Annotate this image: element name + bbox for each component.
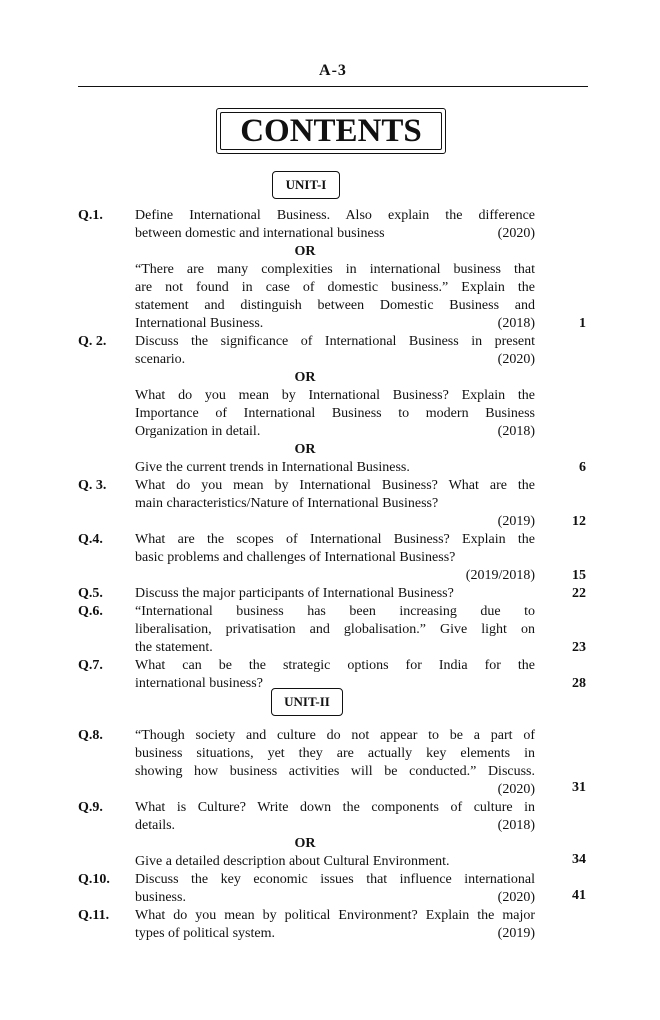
question-text	[135, 889, 535, 907]
question-text	[135, 781, 535, 799]
page-number: 22	[572, 586, 586, 601]
question-number: Q.9.	[78, 800, 103, 815]
question-text: Define International Business. Also explain the difference	[135, 208, 535, 223]
question-number: Q. 3.	[78, 478, 107, 493]
question-number: Q.11.	[78, 908, 110, 923]
year-label: (2018)	[497, 424, 535, 439]
question-number: Q.6.	[78, 604, 103, 619]
question-text-line: scenario.	[135, 352, 186, 367]
question-text-line: International Business.	[135, 316, 264, 331]
unit-2-heading: UNIT-II	[271, 688, 343, 716]
page-label: A-3	[319, 62, 347, 79]
year-label: (2018)	[497, 818, 535, 833]
question-text-line: details.	[135, 818, 176, 833]
question-text: “Though society and culture do not appear to be a part of	[135, 728, 535, 743]
question-text: statement and distinguish between Domestic Business and	[135, 298, 535, 313]
question-text: Give the current trends in International Business.	[135, 460, 410, 475]
question-text: Discuss the major participants of International Business?	[135, 586, 454, 601]
question-number: Q.8.	[78, 728, 103, 743]
question-text: Give a detailed description about Cultural Environment.	[135, 854, 450, 869]
question-number: Q.10.	[78, 872, 110, 887]
page-number: 6	[579, 460, 586, 475]
page-number: 28	[572, 676, 586, 691]
question-text	[135, 351, 535, 369]
question-text-line: Organization in detail.	[135, 424, 261, 439]
question-text: are not found in case of domestic business.” Explain the	[135, 280, 535, 295]
question-text: international business?	[135, 676, 263, 691]
question-text: “There are many complexities in international business that	[135, 262, 535, 277]
question-text: What do you mean by International Business? What are the	[135, 478, 535, 493]
question-text	[135, 225, 535, 243]
or-label: OR	[294, 244, 316, 259]
year-label: (2019/2018)	[465, 568, 535, 583]
question-text: What is Culture? Write down the components of culture in	[135, 800, 535, 815]
year-label: (2020)	[497, 890, 535, 905]
question-number: Q.4.	[78, 532, 103, 547]
page-number: 34	[572, 852, 586, 867]
or-label: OR	[294, 836, 316, 851]
year-label: (2020)	[497, 782, 535, 797]
year-label: (2020)	[497, 226, 535, 241]
question-text: “International business has been increasing due to	[135, 604, 535, 619]
or-label: OR	[294, 370, 316, 385]
question-text: Discuss the significance of International Business in present	[135, 334, 535, 349]
question-text-line: business.	[135, 890, 186, 905]
question-text: basic problems and challenges of International Business?	[135, 550, 456, 565]
unit-1-heading: UNIT-I	[272, 171, 340, 199]
question-text-line: between domestic and international business	[135, 226, 385, 241]
question-text	[135, 817, 535, 835]
page-number: 15	[572, 568, 586, 583]
question-text: main characteristics/Nature of International Business?	[135, 496, 439, 511]
page-number: 1	[579, 316, 586, 331]
question-text: Importance of International Business to modern Business	[135, 406, 535, 421]
question-number: Q.1.	[78, 208, 103, 223]
contents-title-box	[216, 108, 446, 154]
year-label: (2020)	[497, 352, 535, 367]
year-label: (2019)	[497, 514, 535, 529]
question-text	[135, 423, 535, 441]
question-number: Q.7.	[78, 658, 103, 673]
header-rule	[78, 86, 588, 87]
question-number: Q. 2.	[78, 334, 107, 349]
page-number: 23	[572, 640, 586, 655]
question-text: liberalisation, privatisation and globalisation.” Give light on	[135, 622, 535, 637]
question-text	[135, 567, 535, 585]
question-text: the statement.	[135, 640, 213, 655]
or-label: OR	[294, 442, 316, 457]
question-number: Q.5.	[78, 586, 103, 601]
question-text-line: types of political system.	[135, 926, 275, 941]
question-text: Discuss the key economic issues that influence international	[135, 872, 535, 887]
page-number: 41	[572, 888, 586, 903]
year-label: (2019)	[497, 926, 535, 941]
question-text: showing how business activities will be conducted.” Discuss.	[135, 764, 535, 779]
question-text	[135, 315, 535, 333]
page-number: 12	[572, 514, 586, 529]
question-text: business situations, yet they are actually key elements in	[135, 746, 535, 761]
question-text: What are the scopes of International Business? Explain the	[135, 532, 535, 547]
page-number: 31	[572, 780, 586, 795]
question-text	[135, 513, 535, 531]
year-label: (2018)	[497, 316, 535, 331]
contents-title: CONTENTS	[220, 112, 442, 150]
question-text: What do you mean by International Business? Explain the	[135, 388, 535, 403]
question-text: What can be the strategic options for India for the	[135, 658, 535, 673]
question-text	[135, 925, 535, 943]
question-text: What do you mean by political Environment? Explain the major	[135, 908, 535, 923]
